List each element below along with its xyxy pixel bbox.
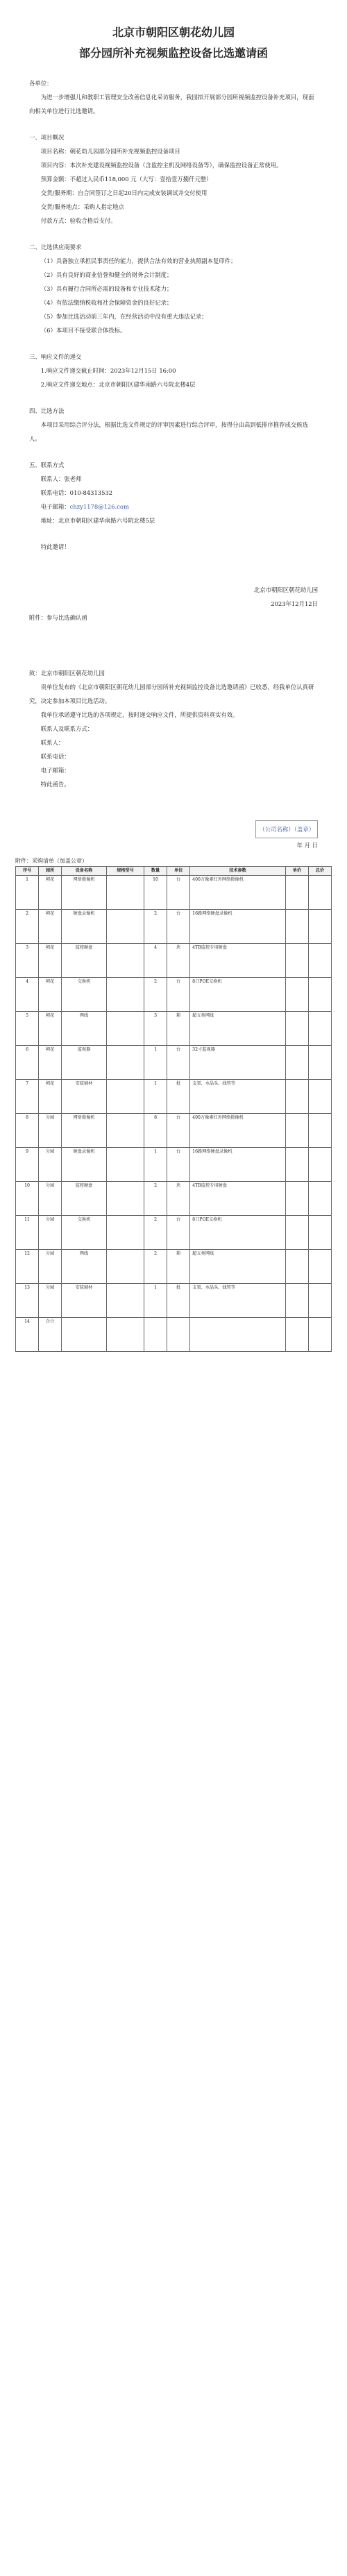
table-cell: 16路网络硬盘录像机: [190, 1148, 286, 1182]
table-cell: 超五类网线: [190, 1250, 286, 1284]
table-cell: 支架、水晶头、线管等: [190, 1284, 286, 1318]
table-cell: [308, 1284, 331, 1318]
table-cell: 分园: [39, 1284, 62, 1318]
evaluation-method: 本项目采用综合评分法，根据比选文件规定的评审因素进行综合评审，按得分由高到低排序推荐成交候选人。: [29, 421, 309, 442]
table-cell: 13: [16, 1284, 39, 1318]
confirm-contact-title: 联系人及联系方式：: [40, 725, 94, 732]
contact-person: [29, 472, 318, 486]
requirement-5: （5）参加比选活动前三年内，在经营活动中没有重大违法记录；: [40, 313, 208, 320]
table-cell: 7: [16, 1080, 39, 1114]
table-cell: 6: [16, 1046, 39, 1080]
requirement-1: （1）具备独立承担民事责任的能力，提供合法有效的营业执照副本复印件；: [40, 257, 237, 264]
section-2-title: 二、比选供应商要求: [29, 244, 82, 251]
table-row: [16, 1284, 332, 1318]
table-cell: [106, 1250, 144, 1284]
table-cell: [308, 1080, 331, 1114]
table-row: [16, 1182, 332, 1216]
requirement-3: （3）具有履行合同所必需的设备和专业技术能力；: [40, 285, 173, 292]
contact-name: 张老师: [64, 475, 82, 482]
contact-address: 地址：北京市朝阳区建华南路六号院北楼5层: [40, 517, 155, 524]
table-cell: 安装辅材: [62, 1080, 107, 1114]
requirement-2: （2）具有良好的商业信誉和健全的财务会计制度；: [40, 271, 173, 278]
section-4-title: 四、比选方法: [29, 407, 65, 414]
table-cell: [62, 1318, 107, 1352]
table-cell: 5: [16, 1012, 39, 1046]
table-cell: [308, 876, 331, 910]
table-cell: [308, 1318, 331, 1352]
table-cell: [285, 944, 308, 978]
table-cell: 硬盘录像机: [62, 1148, 107, 1182]
field-2-label: 联系电话：: [40, 753, 70, 760]
table-cell: 2: [144, 1182, 167, 1216]
table-cell: 11: [16, 1216, 39, 1250]
th-qty: 数量: [144, 867, 167, 876]
table-cell: 14: [16, 1318, 39, 1352]
table-row: [16, 978, 332, 1012]
confirm-field-3: [29, 763, 318, 777]
table-cell: 2: [144, 1250, 167, 1284]
table-row: [16, 1012, 332, 1046]
table-cell: [144, 1318, 167, 1352]
table-cell: [285, 1148, 308, 1182]
table-cell: 块: [167, 1182, 190, 1216]
closing: 特此邀请！: [40, 543, 70, 550]
contact-email: [29, 500, 318, 514]
phone-label: 联系电话：: [40, 489, 70, 496]
table-cell: 4: [144, 944, 167, 978]
table-cell: [106, 876, 144, 910]
table-cell: 批: [167, 1284, 190, 1318]
table-cell: [285, 1284, 308, 1318]
budget: 预算金额：不超过人民币118,000 元（大写：壹拾壹万捌仟元整）: [40, 176, 212, 183]
table-cell: [308, 978, 331, 1012]
phone-value: 010-84313532: [69, 489, 113, 496]
table-cell: 10: [144, 876, 167, 910]
table-cell: 合计: [39, 1318, 62, 1352]
confirm-seal: [29, 820, 318, 838]
th-spec: 技术参数: [190, 867, 286, 876]
table-cell: [106, 910, 144, 944]
table-cell: 安装辅材: [62, 1284, 107, 1318]
section-1-title: 一、项目概况: [29, 134, 65, 141]
table-cell: [106, 1284, 144, 1318]
table-cell: [285, 1318, 308, 1352]
signature-date: 2023年12月12日: [271, 600, 318, 607]
table-row: [16, 1148, 332, 1182]
table-cell: 16路网络硬盘录像机: [190, 910, 286, 944]
confirm-field-2: [29, 749, 318, 763]
table-cell: 箱: [167, 1012, 190, 1046]
table-cell: 朝花: [39, 876, 62, 910]
table-cell: 交换机: [62, 1216, 107, 1250]
document-body: [0, 76, 347, 852]
table-cell: [167, 1318, 190, 1352]
table-cell: 交换机: [62, 978, 107, 1012]
section-5-title: 五、联系方式: [29, 461, 65, 468]
field-1-label: 联系人：: [40, 739, 65, 746]
table-cell: 网线: [62, 1250, 107, 1284]
table-cell: [285, 1182, 308, 1216]
table-cell: 2: [16, 910, 39, 944]
table-cell: 硬盘录像机: [62, 910, 107, 944]
table-cell: 1: [144, 1046, 167, 1080]
table-cell: [285, 1080, 308, 1114]
table-cell: 台: [167, 978, 190, 1012]
table-cell: [285, 978, 308, 1012]
th-unit: 单位: [167, 867, 190, 876]
table-row: [16, 1080, 332, 1114]
document-title: [0, 0, 347, 64]
email-link[interactable]: chzy1178@126.com: [69, 503, 129, 510]
attachment-note: 附件：参与比选确认函: [29, 614, 87, 621]
table-cell: [106, 1012, 144, 1046]
table-cell: 1: [144, 1284, 167, 1318]
table-body: [16, 876, 332, 1352]
table-cell: 400万像素红外网络摄像机: [190, 1114, 286, 1148]
table-caption: 附件：采购清单（加盖公章）: [15, 858, 87, 864]
table-row: [16, 1114, 332, 1148]
procurement-table-section: [0, 856, 347, 1352]
table-row: [16, 876, 332, 910]
table-cell: [285, 876, 308, 910]
th-device: 设备名称: [62, 867, 107, 876]
contact-phone: [29, 486, 318, 500]
table-cell: [106, 1148, 144, 1182]
table-cell: 台: [167, 876, 190, 910]
table-cell: 支架、水晶头、线管等: [190, 1080, 286, 1114]
confirm-field-1: [29, 736, 318, 749]
table-cell: 8口POE交换机: [190, 1216, 286, 1250]
table-cell: 批: [167, 1080, 190, 1114]
table-row: [16, 1046, 332, 1080]
table-cell: [106, 944, 144, 978]
table-cell: 4TB监控专用硬盘: [190, 944, 286, 978]
table-cell: [308, 910, 331, 944]
table-cell: 分园: [39, 1182, 62, 1216]
table-cell: 网络摄像机: [62, 1114, 107, 1148]
table-cell: 朝花: [39, 944, 62, 978]
table-cell: 分园: [39, 1148, 62, 1182]
title-line-1: 北京市朝阳区朝花幼儿园: [112, 26, 235, 39]
table-cell: 箱: [167, 1250, 190, 1284]
project-content: 项目内容：本次补充建设视频监控设备（含监控主机及网络设备等），确保监控设备正常使用。: [40, 162, 282, 169]
requirement-4: （4）有依法缴纳税收和社会保障资金的良好记录；: [40, 299, 173, 306]
delivery-place: 交货/服务地点：采购人指定地点: [40, 203, 124, 210]
salutation: 各单位：: [29, 80, 53, 87]
confirm-date: 年 月 日: [296, 842, 318, 849]
table-row: [16, 1318, 332, 1352]
table-cell: 2: [144, 910, 167, 944]
table-cell: 400万像素红外网络摄像机: [190, 876, 286, 910]
table-cell: 块: [167, 944, 190, 978]
table-cell: 2: [144, 1216, 167, 1250]
table-cell: [106, 1080, 144, 1114]
table-row: [16, 1216, 332, 1250]
table-cell: 台: [167, 1114, 190, 1148]
table-cell: [308, 1250, 331, 1284]
procurement-table: [15, 866, 332, 1352]
table-row: [16, 1250, 332, 1284]
confirm-to: 致：北京市朝阳区朝花幼儿园: [29, 670, 105, 677]
table-cell: [308, 1114, 331, 1148]
th-total: 总价: [308, 867, 331, 876]
table-cell: 监控硬盘: [62, 1182, 107, 1216]
table-cell: 朝花: [39, 1046, 62, 1080]
table-cell: 朝花: [39, 910, 62, 944]
table-cell: [106, 1182, 144, 1216]
table-cell: [106, 1318, 144, 1352]
table-cell: [190, 1318, 286, 1352]
field-3-label: 电子邮箱：: [40, 767, 70, 774]
email-label: 电子邮箱：: [40, 503, 70, 510]
table-cell: 台: [167, 1046, 190, 1080]
table-cell: [308, 1012, 331, 1046]
table-cell: 1: [144, 1080, 167, 1114]
confirm-body-2: 我单位承诺遵守比选的各项规定，按时递交响应文件，所提供资料真实有效。: [40, 711, 239, 718]
th-seq: 序号: [16, 867, 39, 876]
table-cell: [308, 944, 331, 978]
table-cell: [106, 1114, 144, 1148]
table-cell: 12: [16, 1250, 39, 1284]
seal-text: （公司名称）（盖章）: [255, 820, 318, 838]
table-cell: 10: [16, 1182, 39, 1216]
submission-deadline: 1.响应文件递交截止时间：2023年12月15日 16:00: [40, 367, 176, 374]
contact-label: 联系人：: [40, 475, 65, 482]
submission-place: 2.响应文件递交地点：北京市朝阳区建华南路六号院北楼4层: [40, 381, 196, 388]
table-cell: 4: [16, 978, 39, 1012]
table-row: [16, 910, 332, 944]
table-cell: 1: [16, 876, 39, 910]
table-cell: 1: [144, 1148, 167, 1182]
table-cell: 9: [16, 1148, 39, 1182]
table-cell: 3: [144, 1012, 167, 1046]
table-cell: 分园: [39, 1114, 62, 1148]
table-row: [16, 944, 332, 978]
project-name: 项目名称：朝花幼儿园部分园所补充视频监控设备项目: [40, 148, 180, 155]
signature-org: 北京市朝阳区朝花幼儿园: [253, 586, 318, 593]
table-cell: 分园: [39, 1250, 62, 1284]
table-cell: 台: [167, 1148, 190, 1182]
confirm-body-1: 贵单位发布的《北京市朝阳区朝花幼儿园部分园所补充视频监控设备比选邀请函》已收悉，经我单位认真研究，决定参加本项目比选活动。: [29, 684, 314, 704]
table-cell: [308, 1216, 331, 1250]
table-cell: [106, 978, 144, 1012]
section-3-title: 三、响应文件的递交: [29, 353, 82, 360]
table-cell: [285, 1250, 308, 1284]
table-cell: [285, 1216, 308, 1250]
table-cell: [308, 1148, 331, 1182]
table-cell: [285, 1012, 308, 1046]
table-cell: [106, 1046, 144, 1080]
table-cell: 32寸监视器: [190, 1046, 286, 1080]
intro-paragraph: 为进一步增强儿和教职工管理安全改善信息化采访服务，我园拟开展部分园所视频监控设备补充项目，现面向相关单位进行比选邀请。: [29, 94, 314, 115]
table-cell: [285, 1046, 308, 1080]
table-cell: 8: [16, 1114, 39, 1148]
table-cell: 监视器: [62, 1046, 107, 1080]
table-cell: [285, 910, 308, 944]
table-cell: [106, 1216, 144, 1250]
th-site: 园所: [39, 867, 62, 876]
table-cell: 4TB监控专用硬盘: [190, 1182, 286, 1216]
payment: 付款方式：验收合格后支付。: [40, 217, 117, 224]
table-cell: 8口POE交换机: [190, 978, 286, 1012]
table-cell: 朝花: [39, 1012, 62, 1046]
requirement-6: （6）本项目不接受联合体投标。: [40, 327, 126, 334]
th-price: 单价: [285, 867, 308, 876]
table-cell: 8: [144, 1114, 167, 1148]
table-cell: 监控硬盘: [62, 944, 107, 978]
table-cell: 2: [144, 978, 167, 1012]
table-cell: 朝花: [39, 1080, 62, 1114]
table-cell: [285, 1114, 308, 1148]
confirm-closing: 特此函告。: [40, 781, 70, 788]
th-model: 规格型号: [106, 867, 144, 876]
table-cell: 超五类网线: [190, 1012, 286, 1046]
delivery-period: 交货/服务期：自合同签订之日起20日内完成安装调试并交付使用: [40, 189, 208, 196]
table-cell: 分园: [39, 1216, 62, 1250]
table-cell: [308, 1182, 331, 1216]
title-line-2: 部分园所补充视频监控设备比选邀请函: [78, 46, 268, 60]
table-cell: 网线: [62, 1012, 107, 1046]
table-cell: 台: [167, 1216, 190, 1250]
table-cell: 台: [167, 910, 190, 944]
table-cell: [308, 1046, 331, 1080]
table-header-row: [16, 867, 332, 876]
table-cell: 网络摄像机: [62, 876, 107, 910]
table-cell: 朝花: [39, 978, 62, 1012]
table-cell: 3: [16, 944, 39, 978]
